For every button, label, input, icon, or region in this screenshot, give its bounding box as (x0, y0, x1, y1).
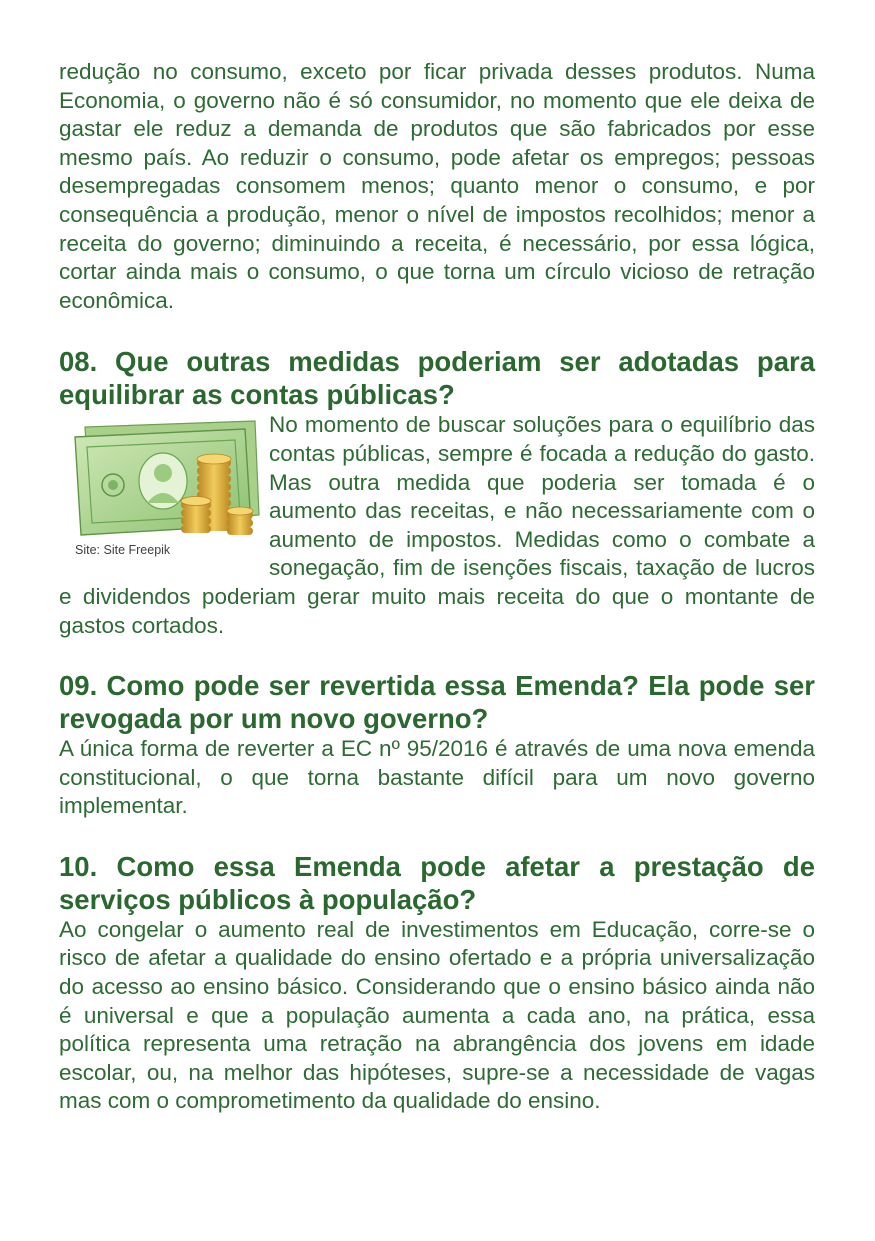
question-10-heading: 10. Como essa Emenda pode afetar a prestação de serviços públicos à população? (59, 850, 815, 915)
question-10-answer: Ao congelar o aumento real de investimentos em Educação, corre-se o risco de afetar a qualidade do ensino ofertado e a própria universalização do acesso ao ensino básico. Considerando que o ensino básico ainda não é universal e que a população aumenta a cada ano, na prática, essa política representa uma retração na abrangência dos jovens em idade escolar, ou, na melhor das hipóteses, supre-se a necessidade de vagas mas com o comprometimento da qualidade do ensino. (59, 916, 815, 1114)
intro-paragraph: redução no consumo, exceto por ficar privada desses produtos. Numa Economia, o governo não é só consumidor, no momento que ele deixa de gastar ele reduz a demanda de produtos que são fabricados por esse mesmo país. Ao reduzir o consumo, pode afetar os empregos; pessoas desempregadas consomem menos; quanto menor o consumo, e por consequência a produção, menor o nível de impostos recolhidos; menor a receita do governo; diminuindo a receita, é necessário, por essa lógica, cortar ainda mais o consumo, o que torna um círculo vicioso de retração econômica. (59, 59, 815, 313)
image-caption: Site: Site Freepik (75, 543, 171, 558)
question-08-answer: No momento de buscar soluções para o equilíbrio das contas públicas, sempre é focada a redução do gasto. Mas outra medida que poderia ser tomada é o aumento das receitas, e não necessariamente com o aumento de impostos. Medidas como o combate a sonegação, fim de isenções fiscais, taxação de lucros e dividendos poderiam gerar muito mais receita do que o montante de gastos cortados. (59, 412, 815, 638)
question-08-heading: 08. Que outras medidas poderiam ser adotadas para equilibrar as contas públicas? (59, 346, 815, 411)
money-coins-illustration (59, 411, 263, 561)
money-coins-icon (59, 411, 263, 561)
document-page (59, 58, 815, 1116)
question-09-heading: 09. Como pode ser revertida essa Emenda? Ela pode ser revogada por um novo governo? (59, 670, 815, 735)
question-09-answer: A única forma de reverter a EC nº 95/2016 é através de uma nova emenda constitucional, o que torna bastante difícil para um novo governo implementar. (59, 736, 815, 819)
